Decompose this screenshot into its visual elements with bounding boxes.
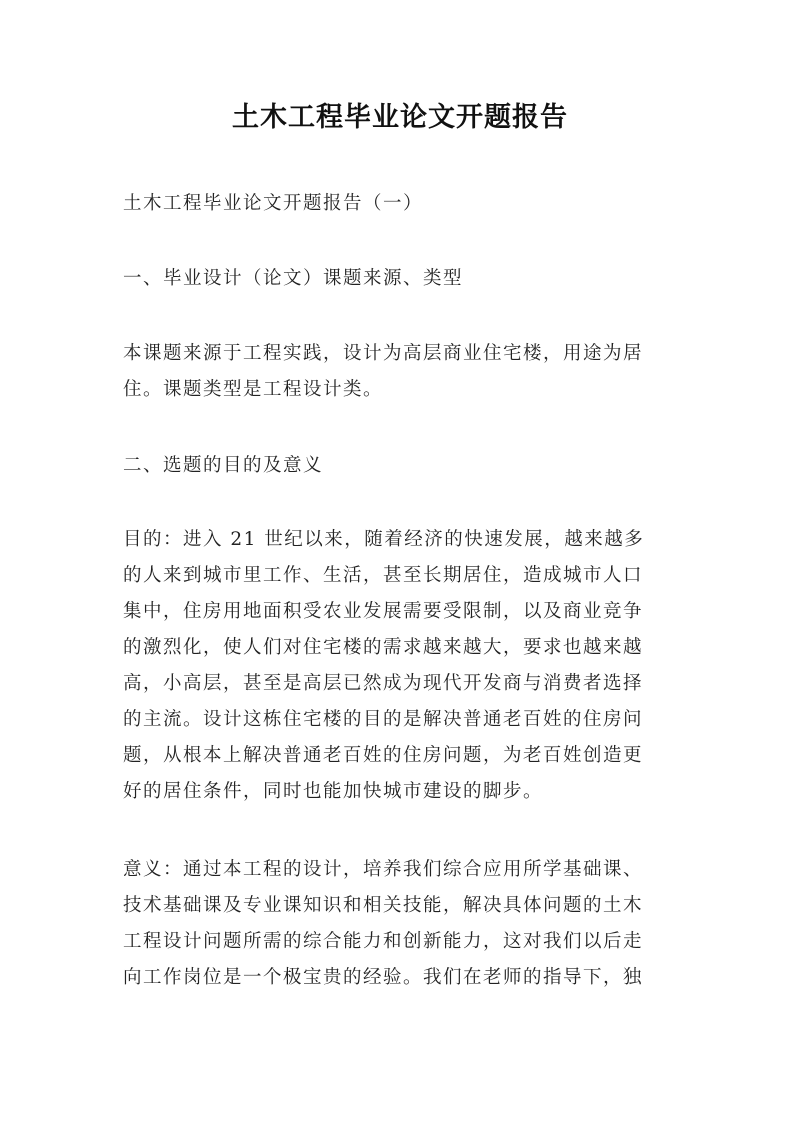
document-title: 土木工程毕业论文开题报告 <box>232 102 568 133</box>
paragraph-purpose <box>123 522 683 810</box>
paragraph-line: 好的居住条件，同时也能加快城市建设的脚步。 <box>123 781 544 802</box>
paragraph-line: 的人来到城市里工作、生活，甚至长期居住，造成城市人口 <box>123 565 644 586</box>
paragraph-line: 技术基础课及专业课知识和相关技能，解决具体问题的土木 <box>123 895 644 916</box>
section-heading-purpose-significance-text: 二、选题的目的及意义 <box>123 455 324 476</box>
paragraph-line: 向工作岗位是一个极宝贵的经验。我们在老师的指导下，独 <box>123 967 644 988</box>
section-heading-source-type <box>123 261 683 297</box>
section-heading-purpose-significance <box>123 448 683 484</box>
paragraph-line: 住。课题类型是工程设计类。 <box>123 379 384 400</box>
paragraph-line: 的主流。设计这栋住宅楼的目的是解决普通老百姓的住房问 <box>123 709 644 730</box>
paragraph-line: 题，从根本上解决普通老百姓的住房问题，为老百姓创造更 <box>123 745 644 766</box>
paragraph-line: 目的：进入 21 世纪以来，随着经济的快速发展，越来越多 <box>123 529 645 550</box>
report-subtitle <box>123 186 683 222</box>
paragraph-line: 本课题来源于工程实践，设计为高层商业住宅楼，用途为居 <box>123 343 644 364</box>
paragraph-line: 意义：通过本工程的设计，培养我们综合应用所学基础课、 <box>123 859 644 880</box>
paragraph-line: 集中，住房用地面积受农业发展需要受限制，以及商业竞争 <box>123 601 644 622</box>
paragraph-source <box>123 336 683 408</box>
section-heading-source-type-text: 一、毕业设计（论文）课题来源、类型 <box>123 268 464 289</box>
paragraph-line: 的激烈化，使人们对住宅楼的需求越来越大，要求也越来越 <box>123 637 644 658</box>
paragraph-line: 高，小高层，甚至是高层已然成为现代开发商与消费者选择 <box>123 673 644 694</box>
paragraph-line: 工程设计问题所需的综合能力和创新能力，这对我们以后走 <box>123 931 644 952</box>
report-subtitle-text: 土木工程毕业论文开题报告（一） <box>123 193 424 214</box>
paragraph-significance <box>123 852 683 996</box>
